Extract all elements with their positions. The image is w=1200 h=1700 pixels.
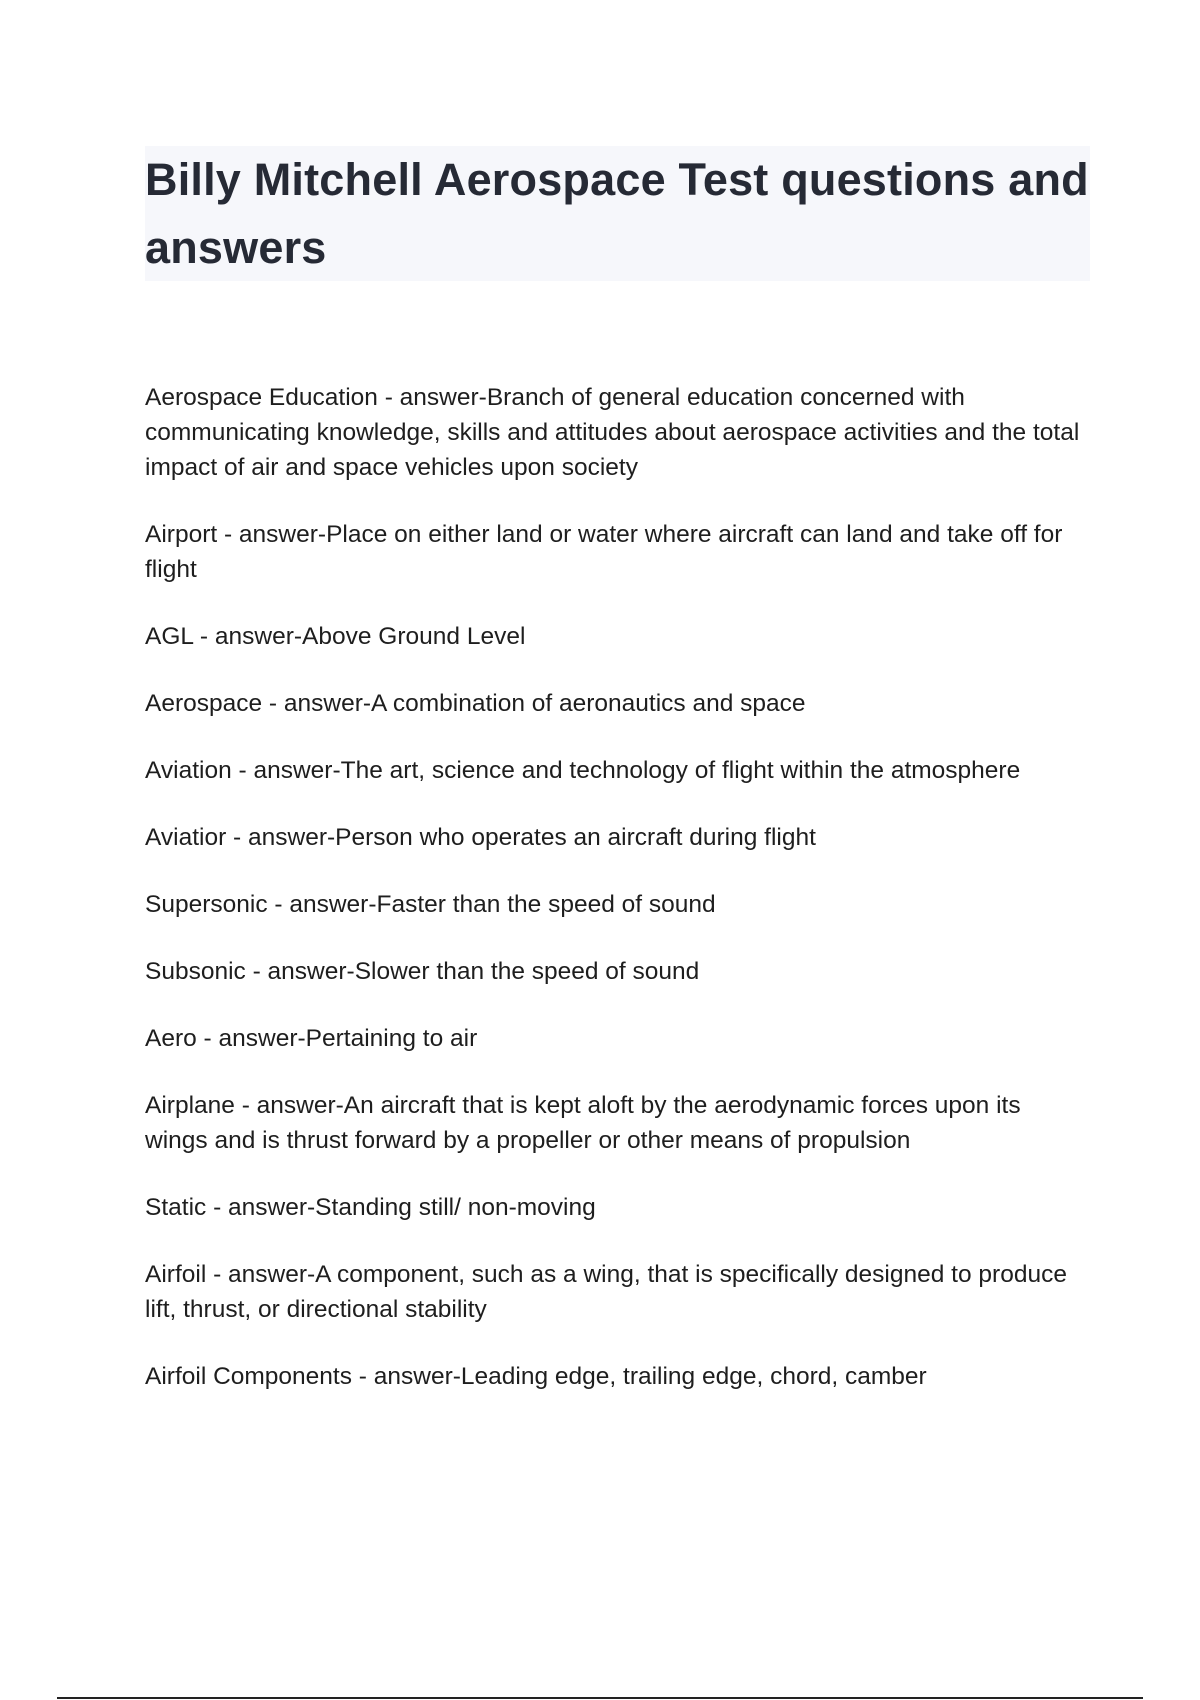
qa-entry: Subsonic - answer-Slower than the speed of sound — [145, 958, 700, 985]
qa-entry: Airfoil Components - answer-Leading edge, trailing edge, chord, camber — [145, 1363, 927, 1390]
qa-entry: Airport - answer-Place on either land or water where aircraft can land and take off for flight — [145, 521, 1063, 583]
qa-entry: Aero - answer-Pertaining to air — [145, 1025, 478, 1052]
qa-entry: AGL - answer-Above Ground Level — [145, 623, 526, 650]
title-banner — [145, 146, 1090, 281]
qa-entry: Aerospace Education - answer-Branch of general education concerned with communicating knowledge, skills and attitudes about aerospace activities and the total impact of air and space vehicles upon society — [145, 384, 1080, 481]
qa-entry: Airfoil - answer-A component, such as a wing, that is specifically designed to produce lift, thrust, or directional stability — [145, 1261, 1067, 1323]
qa-list — [145, 380, 1090, 1426]
qa-entry: Airplane - answer-An aircraft that is kept aloft by the aerodynamic forces upon its wings and is thrust forward by a propeller or other means of propulsion — [145, 1092, 1021, 1154]
qa-entry: Static - answer-Standing still/ non-moving — [145, 1194, 596, 1221]
qa-entry: Aviation - answer-The art, science and technology of flight within the atmosphere — [145, 757, 1021, 784]
page-title: Billy Mitchell Aerospace Test questions and answers — [145, 154, 1089, 273]
qa-entry: Aviatior - answer-Person who operates an aircraft during flight — [145, 824, 816, 851]
qa-entry: Aerospace - answer-A combination of aeronautics and space — [145, 690, 806, 717]
qa-entry: Supersonic - answer-Faster than the speed of sound — [145, 891, 716, 918]
footer-divider — [57, 1697, 1143, 1699]
